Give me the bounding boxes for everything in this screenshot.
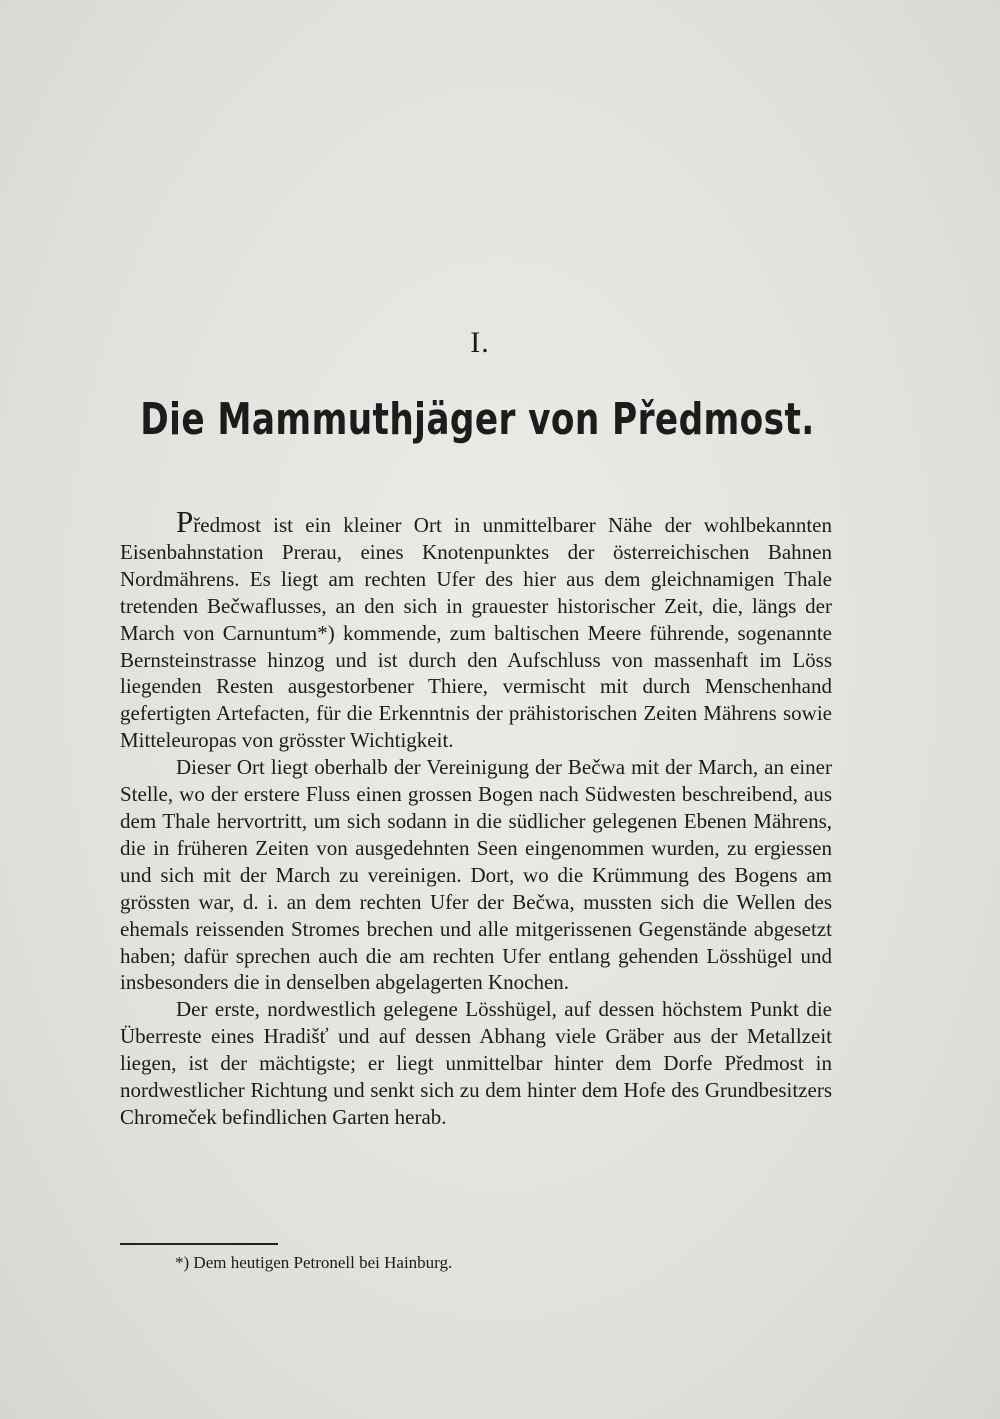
- paragraph-3: Der erste, nordwestlich gelegene Lösshügel, auf dessen höchstem Punkt die Überreste eines Hradišť und auf dessen Abhang viele Gräber aus der Metallzeit liegen, ist der mächtigste; er liegt unmittelbar hinter dem Dorfe Předmost in nordwestlicher Richtung und senkt sich zu dem hinter dem Hofe des Grundbesitzers Chromeček befindlichen Garten herab.: [120, 997, 832, 1129]
- drop-cap: P: [176, 504, 194, 539]
- body-text: [120, 504, 832, 1131]
- paragraph-1-text: ředmost ist ein kleiner Ort in unmittelbarer Nähe der wohlbekannten Eisenbahnstation Prerau, eines Knotenpunktes der österreichischen Bahnen Nordmährens. Es liegt am rechten Ufer des hier aus dem gleichnamigen Thale tretenden Bečwaflusses, an den sich in grauester historischer Zeit, die, längs der March von Carnuntum*) kommende, zum baltischen Meere führende, sogenannte Bernsteinstrasse hinzog und ist durch den Aufschluss von massenhaft im Löss liegenden Resten ausgestorbener Thiere, vermischt mit durch Menschenhand gefertigten Artefacten, für die Erkenntnis der prähistorischen Zeiten Mährens sowie Mitteleuropas von grösster Wichtigkeit.: [120, 513, 832, 753]
- chapter-number: I.: [470, 326, 490, 359]
- chapter-title: Die Mammuthjäger von Předmost.: [140, 394, 815, 445]
- footnote-divider: [120, 1243, 278, 1245]
- paragraph-2: Dieser Ort liegt oberhalb der Vereinigung der Bečwa mit der March, an einer Stelle, wo der erstere Fluss einen grossen Bogen nach Südwesten beschreibend, aus dem Thale hervortritt, um sich sodann in die südlicher gelegenen Ebenen Mährens, die in früheren Zeiten von ausgedehnten Seen eingenommen wurden, zu ergiessen und sich mit der March zu vereinigen. Dort, wo die Krümmung des Bogens am grössten war, d. i. an dem rechten Ufer der Bečwa, mussten sich die Wellen des ehemals reissenden Stromes brechen und alle mitgerissenen Gegenstände abgesetzt haben; dafür sprechen auch die am rechten Ufer entlang gehenden Lösshügel und insbesonders die in denselben abgelagerten Knochen.: [120, 755, 832, 995]
- paragraph-1: [120, 504, 832, 754]
- footnote: *) Dem heutigen Petronell bei Hainburg.: [175, 1253, 453, 1272]
